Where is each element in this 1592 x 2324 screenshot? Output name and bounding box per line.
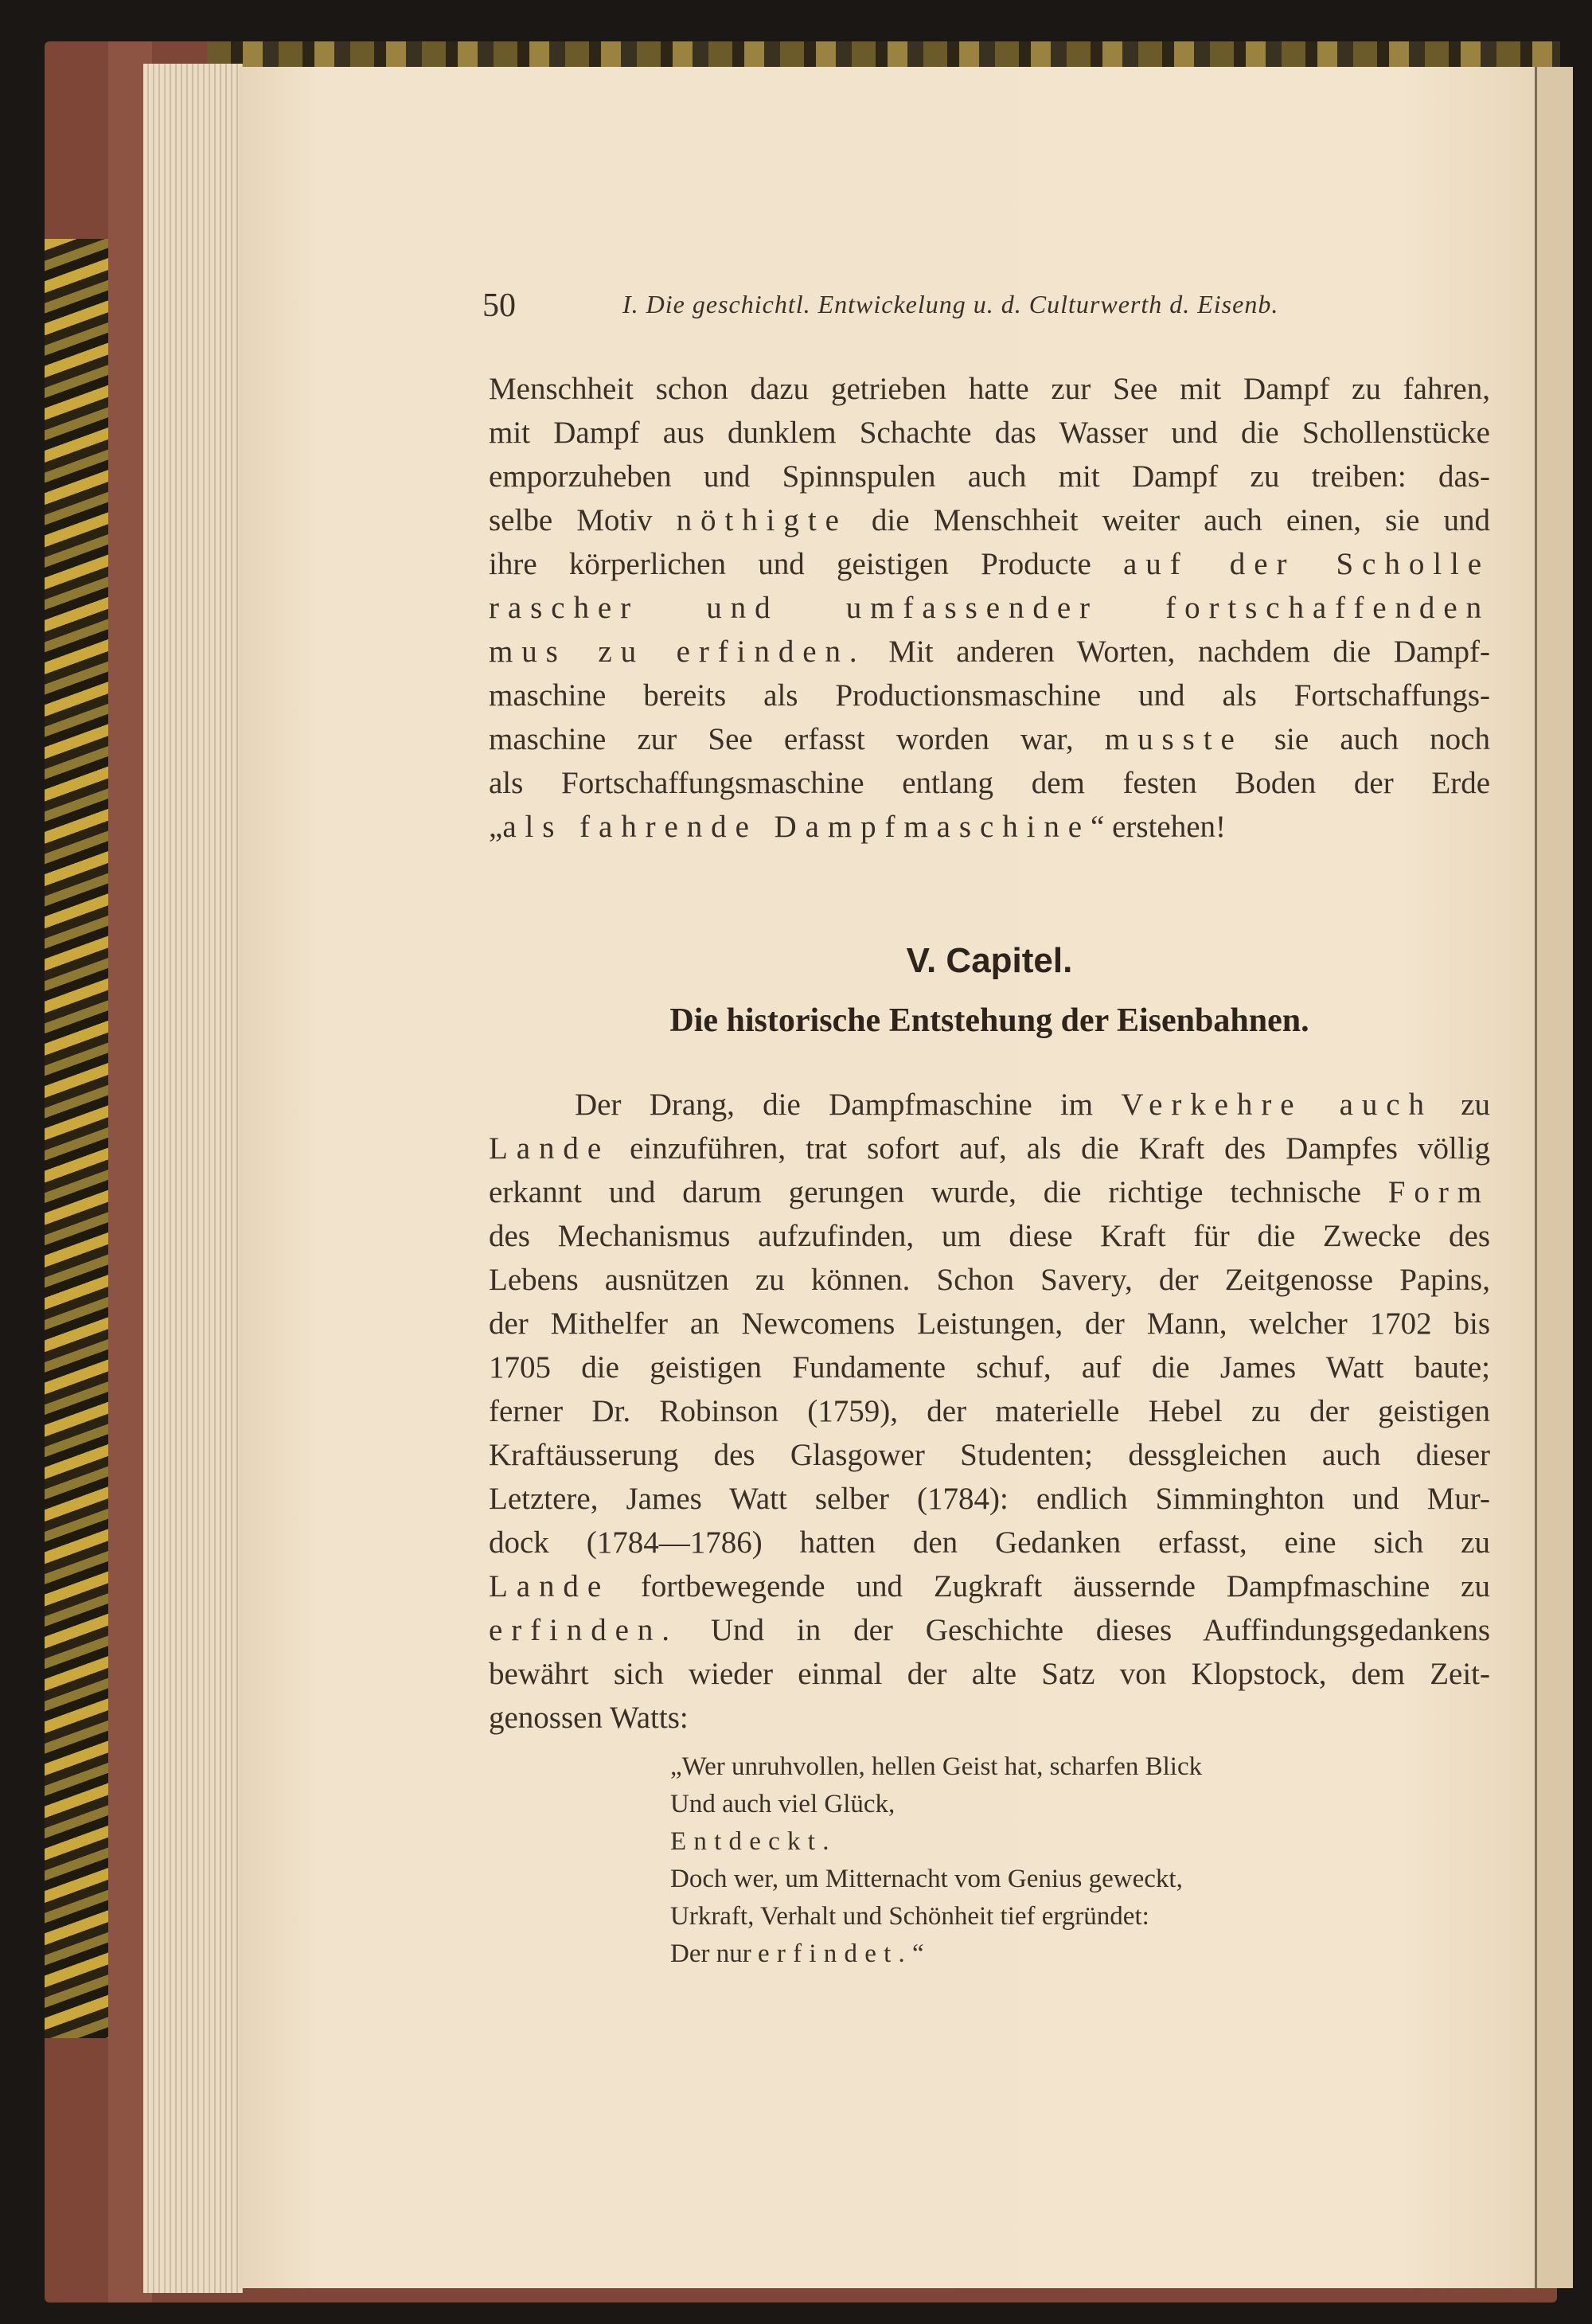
text-line [489,674,1490,717]
spaced-emphasis: mus zu erfinden. [489,635,866,669]
text-line [489,1652,1490,1696]
text-run: Letztere, James Watt selber (1784): endlich Simminghton und Mur- [489,1482,1490,1516]
text-line [489,1433,1490,1477]
text-line [489,1608,1490,1652]
text-run: maschine bereits als Productionsmaschine und als Fortschaffungs- [489,678,1490,713]
text-line [489,1214,1490,1258]
text-line [670,1823,1202,1861]
text-run: „Wer unruhvollen, hellen Geist hat, scharfen Blick [670,1752,1203,1781]
text-line [670,1935,1202,1973]
spaced-emphasis: musste [1104,722,1243,756]
text-run: Lebens ausnützen zu können. Schon Savery, der Zeitgenosse Papins, [489,1263,1490,1297]
text-line [489,1564,1490,1608]
text-run: des Mechanismus aufzufinden, um diese Kraft für die Zwecke des [489,1219,1490,1253]
text-line [489,411,1490,455]
text-run: genossen Watts: [489,1701,689,1735]
text-line [489,367,1490,411]
text-line [489,498,1490,542]
text-run: “ erstehen! [1091,810,1227,844]
text-line [489,1083,1490,1127]
text-line [489,542,1490,586]
text-run: ferner Dr. Robinson (1759), der materielle Hebel zu der geistigen [489,1394,1490,1428]
text-line [489,1258,1490,1302]
spaced-emphasis: Form [1387,1175,1490,1209]
text-run: Der nur [670,1939,758,1968]
spaced-emphasis: Lande [489,1131,611,1166]
text-run: einzuführen, trat sofort auf, als die Kraft des Dampfes völlig [610,1131,1490,1166]
spaced-emphasis: Verkehre auch [1121,1088,1433,1122]
text-line [670,1861,1202,1898]
text-run: erkannt und darum gerungen wurde, die richtige technische [489,1175,1388,1209]
text-run: als Fortschaffungsmaschine entlang dem festen Boden der Erde [489,766,1490,800]
text-run: sie auch noch [1243,722,1490,756]
spaced-emphasis: Entdeckt. [670,1827,837,1856]
text-line [670,1898,1202,1935]
text-line [670,1748,1202,1786]
spaced-emphasis: erfindet. [757,1939,912,1968]
text-run: Der Drang, die Dampfmaschine im [575,1088,1122,1122]
spaced-emphasis: rascher und umfassender fortschaffenden [489,591,1490,625]
text-run: zu [1432,1088,1490,1122]
text-run: bewährt sich wieder einmal der alte Satz von Klopstock, dem Zeit- [489,1657,1490,1691]
text-run: Mit anderen Worten, nachdem die Dampf- [865,635,1490,669]
text-run: die Menschheit weiter auch einen, sie und [847,503,1490,537]
text-line [489,1521,1490,1564]
text-line [489,805,1490,849]
text-run: „ [489,810,503,844]
page-number: 50 [482,287,516,324]
text-line [489,455,1490,498]
text-run: Urkraft, Verhalt und Schönheit tief ergründet: [670,1902,1149,1931]
text-run: emporzuheben und Spinnspulen auch mit Dampf zu treiben: das- [489,459,1490,494]
spaced-emphasis: erfinden. [489,1613,678,1647]
paragraph-2 [489,1083,1490,1740]
text-line [489,1389,1490,1433]
paragraph-1 [489,367,1490,849]
running-header: I. Die geschichtl. Entwickelung u. d. Culturwerth d. Eisenb. [622,290,1279,318]
text-line [489,1696,1490,1740]
text-run: der Mithelfer an Newcomens Leistungen, der Mann, welcher 1702 bis [489,1307,1490,1341]
text-run: Und in der Geschichte dieses Auffindungsgedankens [677,1613,1490,1647]
spaced-emphasis: als fahrende Dampfmaschine [502,810,1091,844]
spaced-emphasis: auf der Scholle [1123,547,1490,581]
text-run: 1705 die geistigen Fundamente schuf, auf die James Watt baute; [489,1350,1490,1385]
text-run: ihre körperlichen und geistigen Producte [489,547,1124,581]
text-line [670,1786,1202,1823]
text-run: selbe Motiv [489,503,677,537]
klopstock-quote [670,1748,1202,1973]
marbled-cover-left [45,239,108,2038]
text-run: Menschheit schon dazu getrieben hatte zur See mit Dampf zu fahren, [489,372,1490,406]
text-line [489,761,1490,805]
spaced-emphasis: Lande [489,1569,611,1603]
text-line [489,630,1490,674]
text-line [489,1170,1490,1214]
text-line [489,586,1490,630]
chapter-number: V. Capitel. [906,941,1073,980]
text-run: Kraftäusserung des Glasgower Studenten; dessgleichen auch dieser [489,1438,1490,1472]
text-line [489,1302,1490,1346]
text-run: “ [912,1939,924,1968]
text-line [489,1127,1490,1170]
text-line [489,1477,1490,1521]
spaced-emphasis: nöthigte [676,503,848,537]
text-run: mit Dampf aus dunklem Schachte das Wasser und die Schollenstücke [489,416,1490,450]
text-run: dock (1784—1786) hatten den Gedanken erfasst, eine sich zu [489,1525,1490,1560]
text-run: maschine zur See erfasst worden war, [489,722,1105,756]
page-edges [143,64,243,2293]
text-line [489,717,1490,761]
text-run: Und auch viel Glück, [670,1790,896,1818]
chapter-title: Die historische Entstehung der Eisenbahnen. [669,1002,1309,1039]
facing-page-edge [1535,67,1573,2288]
text-run: fortbewegende und Zugkraft äussernde Dampfmaschine zu [610,1569,1490,1603]
text-run: Doch wer, um Mitternacht vom Genius geweckt, [670,1865,1183,1893]
text-line [489,1346,1490,1389]
